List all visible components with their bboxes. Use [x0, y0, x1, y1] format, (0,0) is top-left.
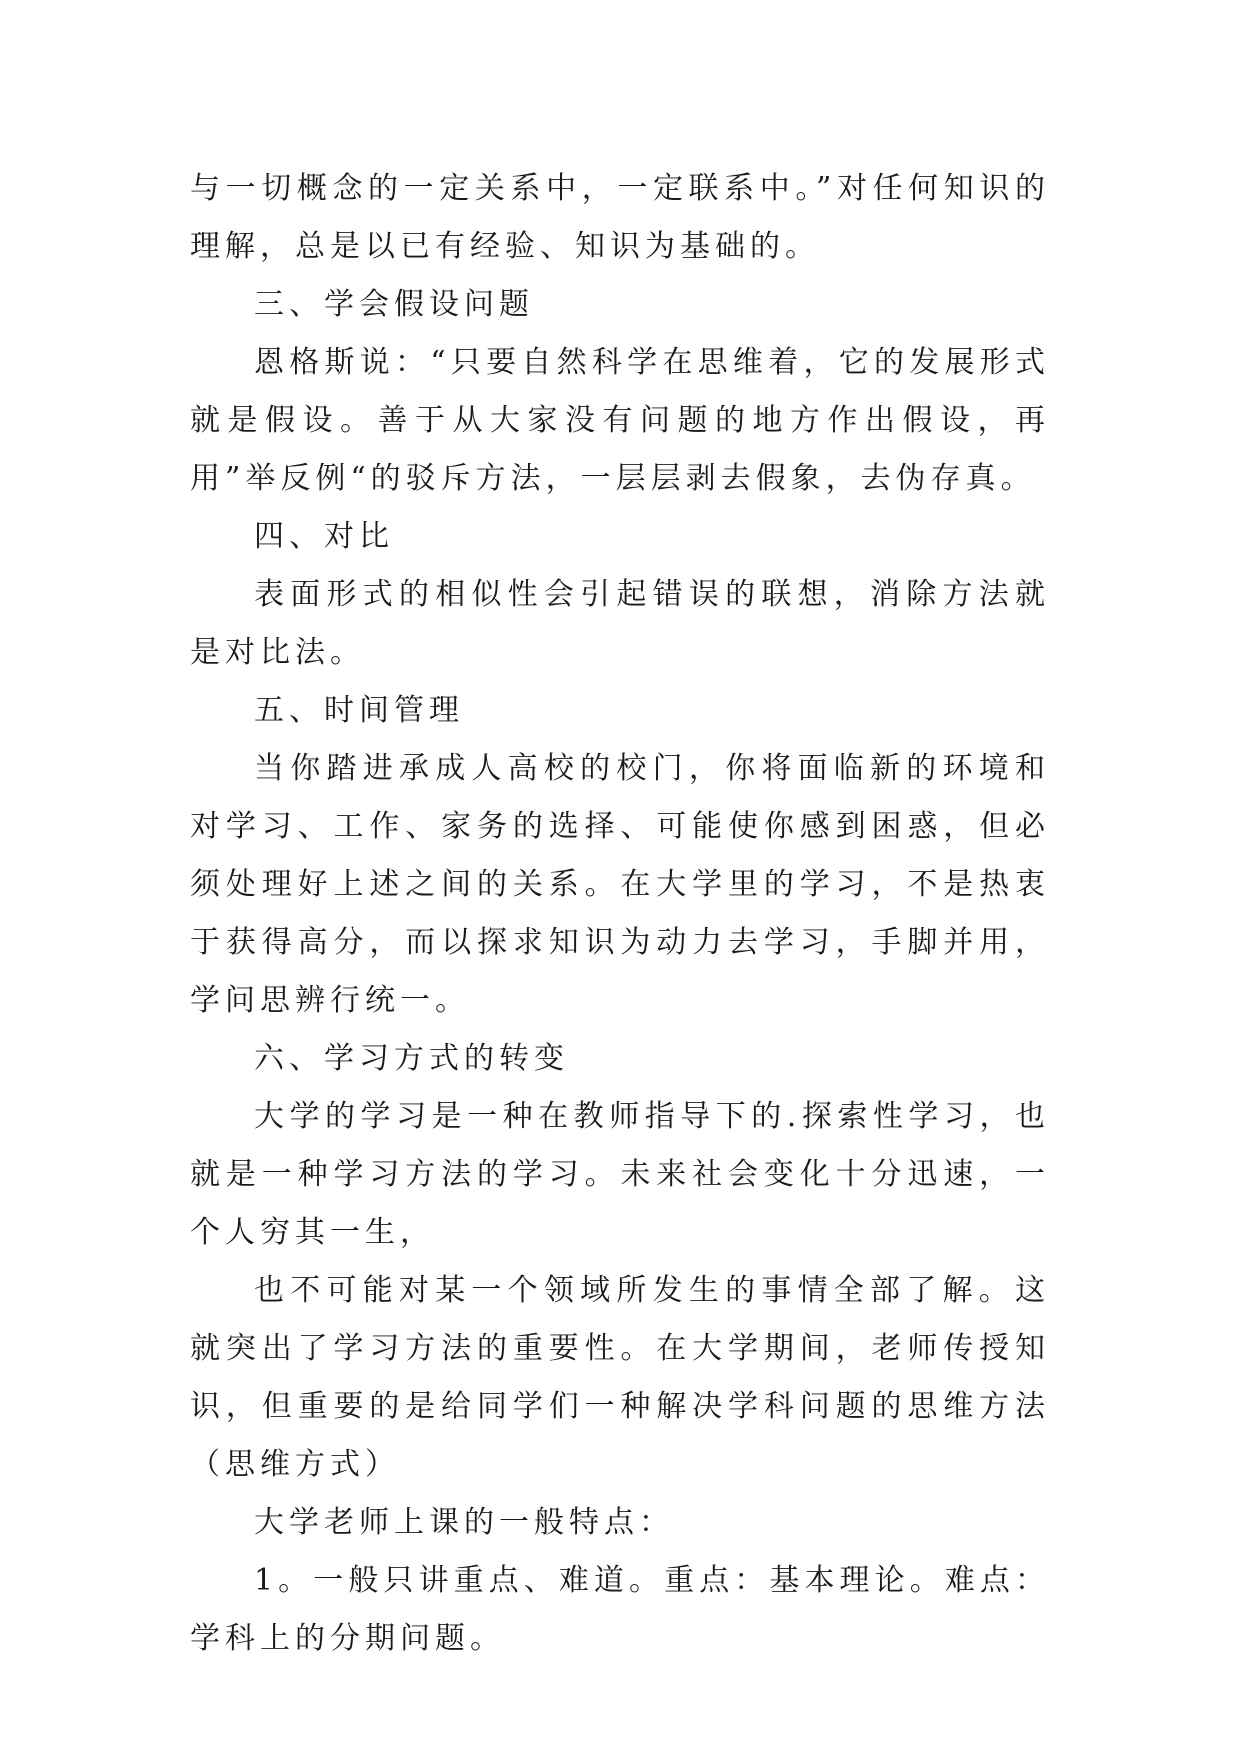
section-heading-3: 三、学会假设问题 [254, 287, 534, 322]
paragraph-comparison: 表面形式的相似性会引起错误的联想，消除方法就是对比法。 [190, 577, 1050, 670]
section-heading-5: 五、时间管理 [254, 693, 464, 728]
section-heading-6: 六、学习方式的转变 [254, 1041, 569, 1076]
paragraph-time-management: 当你踏进承成人高校的校门，你将面临新的环境和对学习、工作、家务的选择、可能使你感到困惑，但必须处理好上述之间的关系。在大学里的学习，不是热衷于获得高分，而以探求知识为动力去学习，手脚并用，学问思辨行统一。 [190, 751, 1050, 1018]
paragraph-teacher-features: 大学老师上课的一般特点： [254, 1505, 674, 1540]
paragraph-continuation: 与一切概念的一定关系中，一定联系中。”对任何知识的理解，总是以已有经验、知识为基础的。 [190, 171, 1050, 264]
document-body [190, 160, 1050, 1668]
paragraph-learning-style: 大学的学习是一种在教师指导下的.探索性学习，也就是一种学习方法的学习。未来社会变化十分迅速，一个人穷其一生， [190, 1099, 1050, 1250]
list-item-1: 1。一般只讲重点、难道。重点：基本理论。难点：学科上的分期问题。 [190, 1563, 1050, 1656]
section-heading-4: 四、对比 [254, 519, 394, 554]
paragraph-hypothesis: 恩格斯说：“只要自然科学在思维着，它的发展形式就是假设。善于从大家没有问题的地方作出假设，再用”举反例“的驳斥方法，一层层剥去假象，去伪存真。 [190, 345, 1050, 496]
paragraph-learning-methods: 也不可能对某一个领域所发生的事情全部了解。这就突出了学习方法的重要性。在大学期间，老师传授知识，但重要的是给同学们一种解决学科问题的思维方法（思维方式） [190, 1273, 1050, 1482]
